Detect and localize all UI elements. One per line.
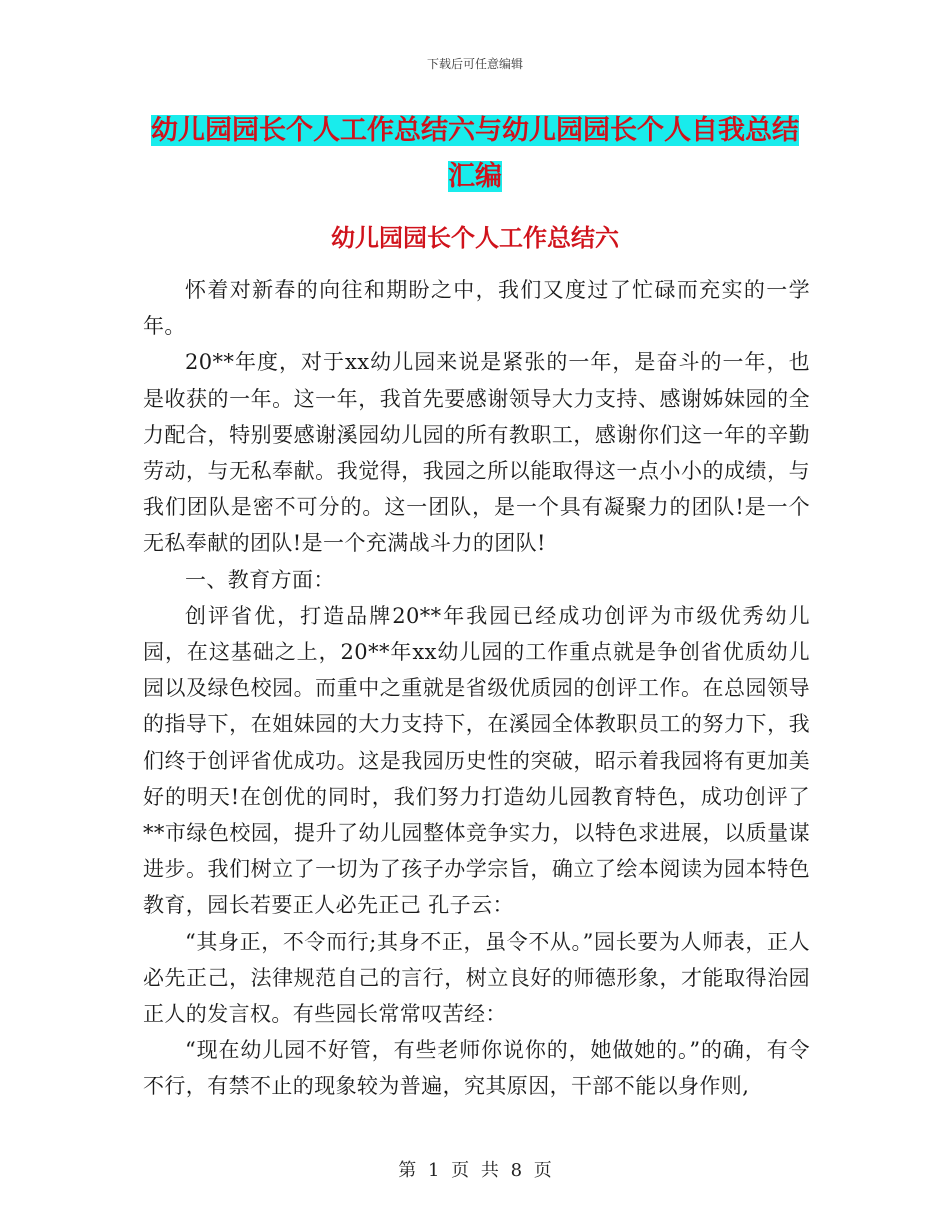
paragraph: 20**年度，对于xx幼儿园来说是紧张的一年，是奋斗的一年，也是收获的一年。这一年，我首先要感谢领导大力支持、感谢姊妹园的全力配合，特别要感谢溪园幼儿园的所有教职工，感谢你们这一年的辛勤劳动，与无私奉献。我觉得，我园之所以能取得这一点小小的成绩，与我们团队是密不可分的。这一团队，是一个具有凝聚力的团队!是一个无私奉献的团队!是一个充满战斗力的团队! [143,350,810,556]
header-note: 下载后可任意编辑 [426,57,523,71]
paragraph-heading: 一、教育方面： [185,567,335,592]
document-title [140,108,810,200]
page-number-footer: 第 1 页 共 8 页 [398,1160,552,1181]
paragraph: 怀着对新春的向往和期盼之中，我们又度过了忙碌而充实的一学年。 [143,278,810,339]
document-title-text: 幼儿园园长个人工作总结六与幼儿园园长个人自我总结汇编 [151,115,799,192]
document-body [143,272,810,1105]
paragraph: 创评省优，打造品牌20**年我园已经成功创评为市级优秀幼儿园，在这基础之上，20**年xx幼儿园的工作重点就是争创省优质幼儿园以及绿色校园。而重中之重就是省级优质园的创评工作。在总园领导的指导下，在姐妹园的大力支持下，在溪园全体教职员工的努力下，我们终于创评省优成功。这是我园历史性的突破，昭示着我园将有更加美好的明天!在创优的同时，我们努力打造幼儿园教育特色，成功创评了**市绿色校园，提升了幼儿园整体竞争实力，以特色求进展，以质量谋进步。我们树立了一切为了孩子办学宗旨，确立了绘本阅读为园本特色教育，园长若要正人必先正己 孔子云： [143,603,810,918]
section-title: 幼儿园园长个人工作总结六 [331,223,619,252]
paragraph: “其身正，不令而行;其身不正，虽令不从。”园长要为人师表，正人必先正己，法律规范自己的言行，树立良好的师德形象，才能取得治园正人的发言权。有些园长常常叹苦经： [143,929,810,1027]
paragraph: “现在幼儿园不好管，有些老师你说你的，她做她的。”的确，有令不行，有禁不止的现象较为普遍，究其原因，干部不能以身作则, [143,1038,810,1099]
